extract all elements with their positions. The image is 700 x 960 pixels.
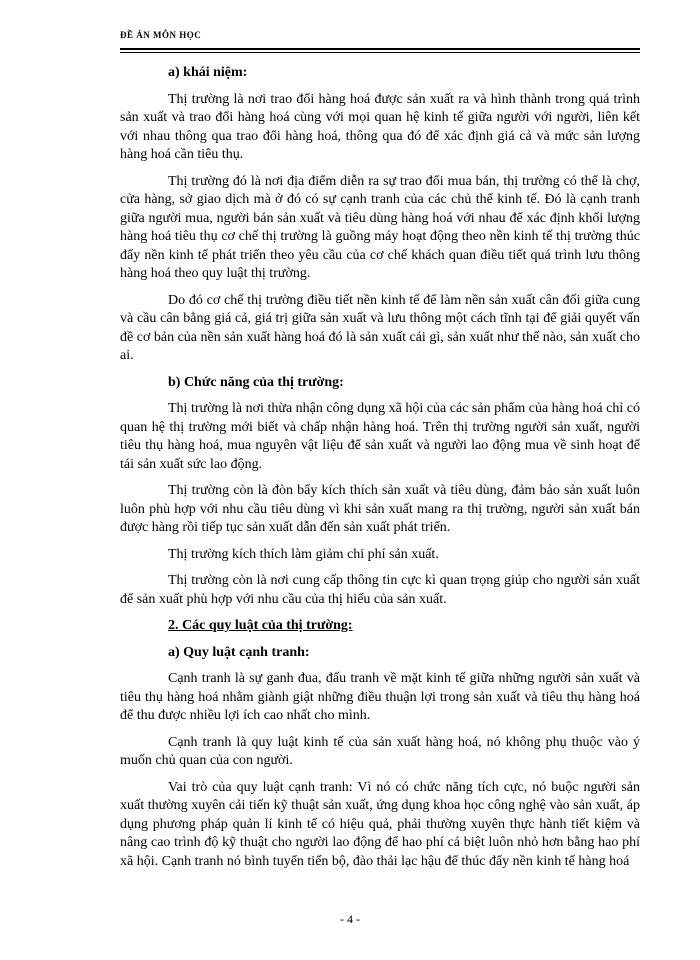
paragraph: Thị trường kích thích làm giảm chi phí sản xuất. — [168, 546, 439, 562]
document-body — [120, 64, 640, 879]
paragraph: Thị trường là nơi trao đổi hàng hoá được sản xuất ra và hình thành trong quá trình sản xuất và trao đổi hàng hoá cùng với mọi quan hệ kinh tế giữa người với người, liên kết với nhau thông qua trao đổi hàng hoá, thông qua đó để xác định giá cả và mức sản lượng hàng hoá cần tiêu thụ. — [120, 91, 640, 162]
page-number: - 4 - — [340, 912, 360, 926]
section-heading: b) Chức năng của thị trường: — [168, 374, 344, 390]
page-header — [120, 30, 640, 40]
paragraph: Thị trường đó là nơi địa điểm diễn ra sự trao đổi mua bán, thị trường có thể là chợ, cửa hàng, sở giao dịch mà ở đó có sự cạnh tranh của các chủ thể kinh tế. Đó là cạnh tranh giữa người mua, người bán sản xuất và tiêu dùng hàng hoá với nhau để xác định khối lượng hàng hoá tiêu thụ cơ chế thị trường là guồng máy hoạt động theo nền kinh tế thị trường thúc đẩy nền kinh tế phát triển theo yêu cầu của cơ chế khách quan điều tiết quá trình lưu thông hàng hoá theo quy luật thị trường. — [120, 173, 640, 281]
section-heading: a) Quy luật cạnh tranh: — [168, 644, 310, 660]
paragraph: Thị trường là nơi thừa nhận công dụng xã hội của các sản phẩm của hàng hoá chỉ có quan hệ thị trường mới biết và chấp nhận hàng hoá. Trên thị trường người sản xuất, người tiêu thụ hàng hoá, mua nguyên vật liệu để sản xuất và người lao động mua về sinh hoạt để tái sản xuất sức lao động. — [120, 401, 640, 472]
paragraph: Thị trường còn là nơi cung cấp thông tin cực kì quan trọng giúp cho người sản xuất để sản xuất phù hợp với nhu cầu của thị hiếu của sản xuất. — [120, 573, 640, 607]
paragraph: Vai trò của quy luật cạnh tranh: Vì nó có chức năng tích cực, nó buộc người sản xuất thường xuyên cải tiến kỹ thuật sản xuất, ứng dụng khoa học công nghệ vào sản xuất, áp dụng phương pháp quản lí kinh tế có hiệu quả, phải thường xuyên thực hành tiết kiệm và nâng cao trình độ kỹ thuật cho người lao động để hao phí cá biệt luôn nhỏ hơn bằng hao phí xã hội. Cạnh tranh nó bình tuyển tiến bộ, đào thải lạc hậu để thúc đẩy nền kinh tế hàng hoá — [120, 779, 640, 869]
paragraph: Thị trường còn là đòn bẩy kích thích sản xuất và tiêu dùng, đảm bảo sản xuất luôn luôn phù hợp với nhu cầu tiêu dùng vì khi sản xuất mang ra thị trường, người sản xuất bán được hàng rồi tiếp tục sản xuất dẫn đến sản xuất phát triển. — [120, 483, 640, 535]
paragraph: Do đó cơ chế thị trường điều tiết nền kinh tế để làm nền sản xuất cân đối giữa cung và cầu cân bằng giá cả, giá trị giữa sản xuất và lưu thông một cách tĩnh tại để giải quyết vấn đề cơ bản của nền sản xuất hàng hoá đó là sản xuất cái gì, sản xuất như thế nào, sản xuất cho ai. — [120, 292, 640, 363]
section-heading-underlined: 2. Các quy luật của thị trường: — [168, 618, 353, 633]
section-heading: a) khái niệm: — [168, 65, 248, 80]
paragraph: Cạnh tranh là sự ganh đua, đấu tranh về mặt kinh tế giữa những người sản xuất và tiêu thụ hàng hoá nhằm giành giật những điều thuận lợi trong sản xuất và tiêu thụ hàng hoá để thu được nhiều lợi ích cao nhất cho mình. — [120, 671, 640, 723]
header-title: ĐỀ ÁN MÔN HỌC — [120, 30, 202, 40]
header-rule — [120, 48, 640, 53]
paragraph: Cạnh tranh là quy luật kinh tế của sản xuất hàng hoá, nó không phụ thuộc vào ý muốn chủ quan của con người. — [120, 734, 640, 768]
